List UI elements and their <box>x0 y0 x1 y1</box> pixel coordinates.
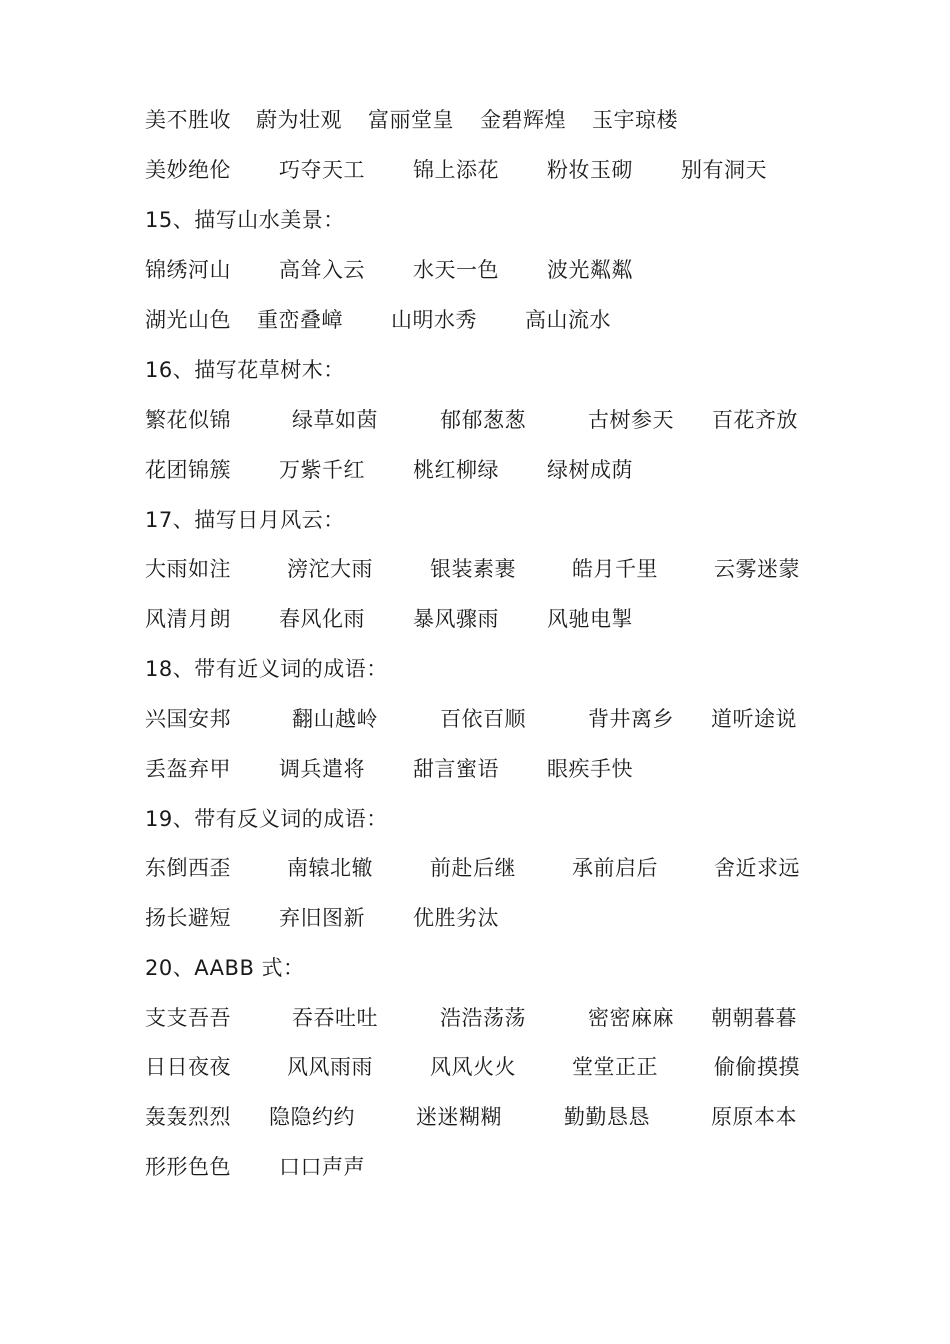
idiom: 朝朝暮暮 <box>711 1006 797 1030</box>
section-heading-row <box>0 649 950 689</box>
section-heading: 15、描写山水美景： <box>145 208 345 232</box>
idiom-row <box>0 848 950 888</box>
idiom: 大雨如注 <box>145 557 231 581</box>
section-heading: 18、带有近义词的成语： <box>145 657 388 681</box>
idiom: 优胜劣汰 <box>413 906 499 930</box>
idiom-row <box>0 699 950 739</box>
idiom: 富丽堂皇 <box>368 108 454 132</box>
idiom: 风风火火 <box>430 1055 516 1079</box>
idiom: 形形色色 <box>145 1155 231 1179</box>
idiom: 隐隐约约 <box>269 1105 355 1129</box>
idiom-row <box>0 1097 950 1137</box>
idiom: 百花齐放 <box>712 408 798 432</box>
idiom: 桃红柳绿 <box>413 458 499 482</box>
idiom: 舍近求远 <box>714 856 800 880</box>
idiom: 锦上添花 <box>413 158 499 182</box>
idiom: 支支吾吾 <box>145 1006 231 1030</box>
idiom: 迷迷糊糊 <box>416 1105 502 1129</box>
section-heading-row <box>0 799 950 839</box>
section-heading-row <box>0 948 950 988</box>
idiom: 银装素裹 <box>430 557 516 581</box>
section-heading: 16、描写花草树木： <box>145 358 345 382</box>
idiom: 山明水秀 <box>391 308 477 332</box>
idiom-row <box>0 749 950 789</box>
idiom: 重峦叠嶂 <box>257 308 343 332</box>
idiom: 别有洞天 <box>681 158 767 182</box>
idiom: 南辕北辙 <box>287 856 373 880</box>
idiom: 扬长避短 <box>145 906 231 930</box>
idiom: 丢盔弃甲 <box>145 757 231 781</box>
idiom: 绿树成荫 <box>547 458 633 482</box>
idiom-row <box>0 1147 950 1187</box>
section-heading-row <box>0 500 950 540</box>
idiom: 风清月朗 <box>145 607 231 631</box>
idiom: 波光粼粼 <box>547 258 633 282</box>
idiom-row <box>0 300 950 340</box>
idiom: 堂堂正正 <box>572 1055 658 1079</box>
idiom-row <box>0 450 950 490</box>
idiom: 云雾迷蒙 <box>714 557 800 581</box>
idiom: 口口声声 <box>279 1155 365 1179</box>
idiom: 美不胜收 <box>145 108 231 132</box>
section-heading: 19、带有反义词的成语： <box>145 807 388 831</box>
idiom-row <box>0 250 950 290</box>
idiom: 花团锦簇 <box>145 458 231 482</box>
idiom: 古树参天 <box>588 408 674 432</box>
idiom: 蔚为壮观 <box>256 108 342 132</box>
idiom: 兴国安邦 <box>145 707 231 731</box>
idiom: 调兵遣将 <box>279 757 365 781</box>
idiom-row <box>0 998 950 1038</box>
idiom-row <box>0 400 950 440</box>
idiom: 锦绣河山 <box>145 258 231 282</box>
idiom: 滂沱大雨 <box>287 557 373 581</box>
idiom: 眼疾手快 <box>547 757 633 781</box>
idiom-row <box>0 150 950 190</box>
section-heading: 17、描写日月风云： <box>145 508 345 532</box>
idiom-row <box>0 898 950 938</box>
idiom: 春风化雨 <box>279 607 365 631</box>
idiom: 东倒西歪 <box>145 856 231 880</box>
idiom: 承前启后 <box>572 856 658 880</box>
idiom: 皓月千里 <box>572 557 658 581</box>
idiom: 道听途说 <box>711 707 797 731</box>
idiom: 繁花似锦 <box>145 408 231 432</box>
idiom: 密密麻麻 <box>588 1006 674 1030</box>
section-heading-row <box>0 350 950 390</box>
idiom: 日日夜夜 <box>145 1055 231 1079</box>
idiom: 原原本本 <box>711 1105 797 1129</box>
idiom: 金碧辉煌 <box>480 108 566 132</box>
idiom: 甜言蜜语 <box>413 757 499 781</box>
idiom: 风驰电掣 <box>547 607 633 631</box>
idiom: 高耸入云 <box>279 258 365 282</box>
idiom-row <box>0 1047 950 1087</box>
idiom: 巧夺天工 <box>279 158 365 182</box>
idiom: 万紫千红 <box>279 458 365 482</box>
idiom: 水天一色 <box>413 258 499 282</box>
idiom: 高山流水 <box>525 308 611 332</box>
idiom-row <box>0 599 950 639</box>
idiom: 暴风骤雨 <box>413 607 499 631</box>
idiom: 翻山越岭 <box>292 707 378 731</box>
idiom: 美妙绝伦 <box>145 158 231 182</box>
idiom: 百依百顺 <box>440 707 526 731</box>
section-heading: 20、AABB 式： <box>145 956 305 980</box>
idiom: 前赴后继 <box>430 856 516 880</box>
idiom: 郁郁葱葱 <box>440 408 526 432</box>
idiom: 勤勤恳恳 <box>564 1105 650 1129</box>
idiom-row <box>0 549 950 589</box>
idiom: 弃旧图新 <box>279 906 365 930</box>
idiom-row <box>0 100 950 140</box>
idiom: 粉妆玉砌 <box>547 158 633 182</box>
idiom: 背井离乡 <box>588 707 674 731</box>
idiom: 偷偷摸摸 <box>714 1055 800 1079</box>
idiom: 吞吞吐吐 <box>292 1006 378 1030</box>
idiom: 轰轰烈烈 <box>145 1105 231 1129</box>
idiom: 玉宇琼楼 <box>592 108 678 132</box>
idiom: 湖光山色 <box>145 308 231 332</box>
section-heading-row <box>0 200 950 240</box>
idiom: 绿草如茵 <box>292 408 378 432</box>
idiom: 浩浩荡荡 <box>440 1006 526 1030</box>
idiom: 风风雨雨 <box>287 1055 373 1079</box>
